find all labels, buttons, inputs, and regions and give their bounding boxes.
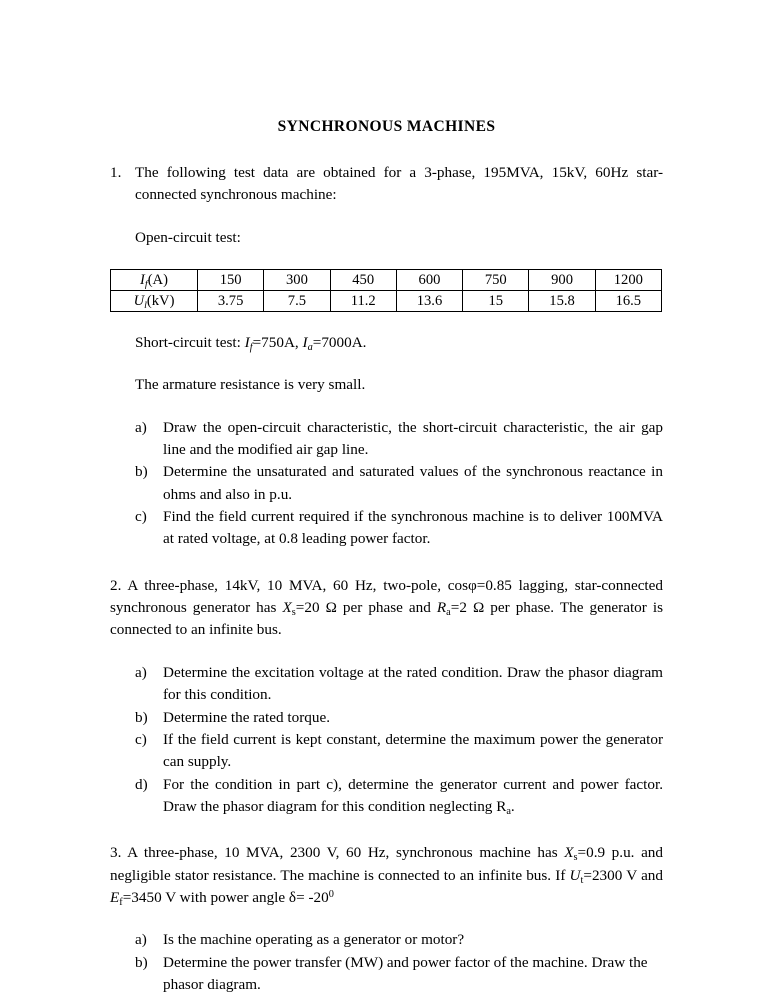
subscript-s: s bbox=[291, 607, 296, 619]
item-label-a: a) bbox=[135, 663, 147, 681]
subscript-f: f bbox=[144, 278, 148, 290]
problem-1-statement bbox=[110, 162, 663, 207]
item-label-a: a) bbox=[135, 418, 147, 436]
item-text: Is the machine operating as a generator or motor? bbox=[163, 931, 465, 949]
list-item bbox=[110, 707, 663, 729]
open-circuit-test-table bbox=[110, 269, 662, 312]
table-cell: 450 bbox=[330, 270, 396, 291]
table-cell: 900 bbox=[529, 270, 595, 291]
list-item bbox=[110, 461, 663, 506]
table-cell: 15 bbox=[463, 291, 529, 312]
problem-1-subitems bbox=[110, 417, 663, 551]
problem-2-text-part1: A three-phase, 14kV, 10 MVA, 60 Hz, two-pole, cosφ=0.85 lagging, star-connected synchronous generator has bbox=[110, 576, 663, 617]
subscript-a: a bbox=[446, 607, 451, 619]
spacer bbox=[110, 642, 663, 662]
item-text: Determine the excitation voltage at the rated condition. Draw the phasor diagram for this condition. bbox=[163, 663, 663, 704]
item-text: Find the field current required if the synchronous machine is to deliver 100MVA at rated voltage, at 0.8 leading power factor. bbox=[163, 508, 663, 548]
subscript-s: s bbox=[573, 852, 578, 864]
symbol-xs: X bbox=[282, 599, 292, 617]
problem-3-subitems bbox=[110, 929, 663, 996]
page-title: SYNCHRONOUS MACHINES bbox=[277, 118, 496, 135]
subscript-a: a bbox=[307, 341, 313, 353]
open-circuit-test-label: Open-circuit test: bbox=[135, 228, 241, 246]
unit-kilovolts: (kV) bbox=[146, 292, 175, 309]
subscript-l: l bbox=[144, 299, 147, 311]
item-text: If the field current is kept constant, determine the maximum power the generator can supply. bbox=[163, 730, 663, 771]
item-label-b: b) bbox=[135, 953, 148, 971]
spacer bbox=[110, 909, 663, 929]
short-circuit-test-line bbox=[135, 332, 663, 354]
table-cell: 16.5 bbox=[595, 291, 661, 312]
symbol-ia: I bbox=[302, 334, 308, 352]
item-text: For the condition in part c), determine the generator current and power factor. Draw the phasor diagram for this condition neglecting R bbox=[163, 775, 663, 815]
spacer bbox=[110, 312, 663, 332]
short-circuit-prefix: Short-circuit test: bbox=[135, 334, 245, 352]
symbol-xs: X bbox=[564, 844, 574, 862]
item-label-d: d) bbox=[135, 775, 148, 793]
table-cell: 300 bbox=[264, 270, 330, 291]
table-row-header-field-current bbox=[111, 270, 198, 291]
superscript-degree: 0 bbox=[328, 888, 334, 900]
symbol-ul: U bbox=[133, 292, 145, 309]
problem-2-number: 2. bbox=[110, 576, 122, 594]
spacer bbox=[110, 207, 663, 227]
table-cell: 3.75 bbox=[198, 291, 264, 312]
xs-value: =20 Ω per phase and bbox=[295, 599, 437, 617]
list-item bbox=[110, 952, 663, 996]
problem-3-text-part1: A three-phase, 10 MVA, 2300 V, 60 Hz, synchronous machine has bbox=[127, 844, 565, 862]
symbol-if: I bbox=[244, 334, 250, 352]
table-row-header-line-voltage bbox=[111, 291, 198, 312]
subscript-f: f bbox=[249, 341, 253, 353]
item-text: Draw the open-circuit characteristic, the short-circuit characteristic, the air gap line and the modified air gap line. bbox=[163, 418, 663, 459]
symbol-if: I bbox=[140, 271, 145, 288]
symbol-ut: U bbox=[569, 866, 581, 884]
problem-3-number: 3. bbox=[110, 844, 122, 862]
table-cell: 750 bbox=[463, 270, 529, 291]
table-cell: 150 bbox=[198, 270, 264, 291]
problem-2-statement bbox=[110, 575, 663, 642]
item-text: Determine the power transfer (MW) and power factor of the machine. Draw the phasor diagram. bbox=[163, 953, 648, 993]
symbol-ef: E bbox=[110, 888, 120, 906]
table-cell: 1200 bbox=[595, 270, 661, 291]
item-text: Determine the unsaturated and saturated values of the synchronous reactance in ohms and also in p.u. bbox=[163, 463, 663, 503]
item-text-end: . bbox=[510, 797, 515, 815]
list-item bbox=[110, 929, 663, 951]
item-label-b: b) bbox=[135, 463, 148, 481]
table-row bbox=[111, 270, 662, 291]
problem-1-number: 1. bbox=[110, 164, 122, 181]
list-item bbox=[110, 417, 663, 462]
item-label-a: a) bbox=[135, 931, 147, 949]
unit-amperes: (A) bbox=[147, 271, 168, 288]
subscript-f: f bbox=[119, 896, 123, 908]
if-value: =750A, bbox=[252, 334, 303, 352]
table-row bbox=[111, 291, 662, 312]
list-item bbox=[110, 729, 663, 774]
table-cell: 13.6 bbox=[396, 291, 462, 312]
list-item bbox=[110, 774, 663, 819]
spacer bbox=[110, 551, 663, 575]
ut-value: =2300 V and bbox=[583, 866, 663, 884]
spacer bbox=[110, 397, 663, 417]
subscript-t: t bbox=[580, 874, 584, 886]
ra-value: =2 Ω per phase. The generator is connected to an infinite bus. bbox=[110, 599, 663, 639]
xs-value: =0.9 p.u. and negligible stator resistance. The machine is connected to an infinite bus. If bbox=[110, 844, 663, 884]
problem-1-text: The following test data are obtained for a 3-phase, 195MVA, 15kV, 60Hz star-connected synchronous machine: bbox=[135, 164, 663, 204]
item-label-c: c) bbox=[135, 508, 147, 526]
item-text: Determine the rated torque. bbox=[163, 708, 330, 726]
spacer bbox=[110, 249, 663, 269]
item-label-b: b) bbox=[135, 708, 148, 726]
list-item bbox=[110, 506, 663, 551]
ia-value: =7000A. bbox=[312, 334, 367, 352]
problem-2-subitems bbox=[110, 662, 663, 818]
spacer bbox=[110, 818, 663, 842]
spacer bbox=[110, 354, 663, 374]
table-cell: 7.5 bbox=[264, 291, 330, 312]
item-label-c: c) bbox=[135, 730, 147, 748]
document-content bbox=[110, 118, 663, 996]
armature-resistance-note: The armature resistance is very small. bbox=[135, 376, 366, 394]
problem-3-statement bbox=[110, 842, 663, 909]
list-item bbox=[110, 662, 663, 707]
table-cell: 600 bbox=[396, 270, 462, 291]
table-cell: 15.8 bbox=[529, 291, 595, 312]
subscript-a: a bbox=[506, 805, 511, 817]
table-cell: 11.2 bbox=[330, 291, 396, 312]
ef-value: =3450 V with power angle δ= -20 bbox=[122, 888, 329, 906]
symbol-ra: R bbox=[436, 599, 447, 617]
